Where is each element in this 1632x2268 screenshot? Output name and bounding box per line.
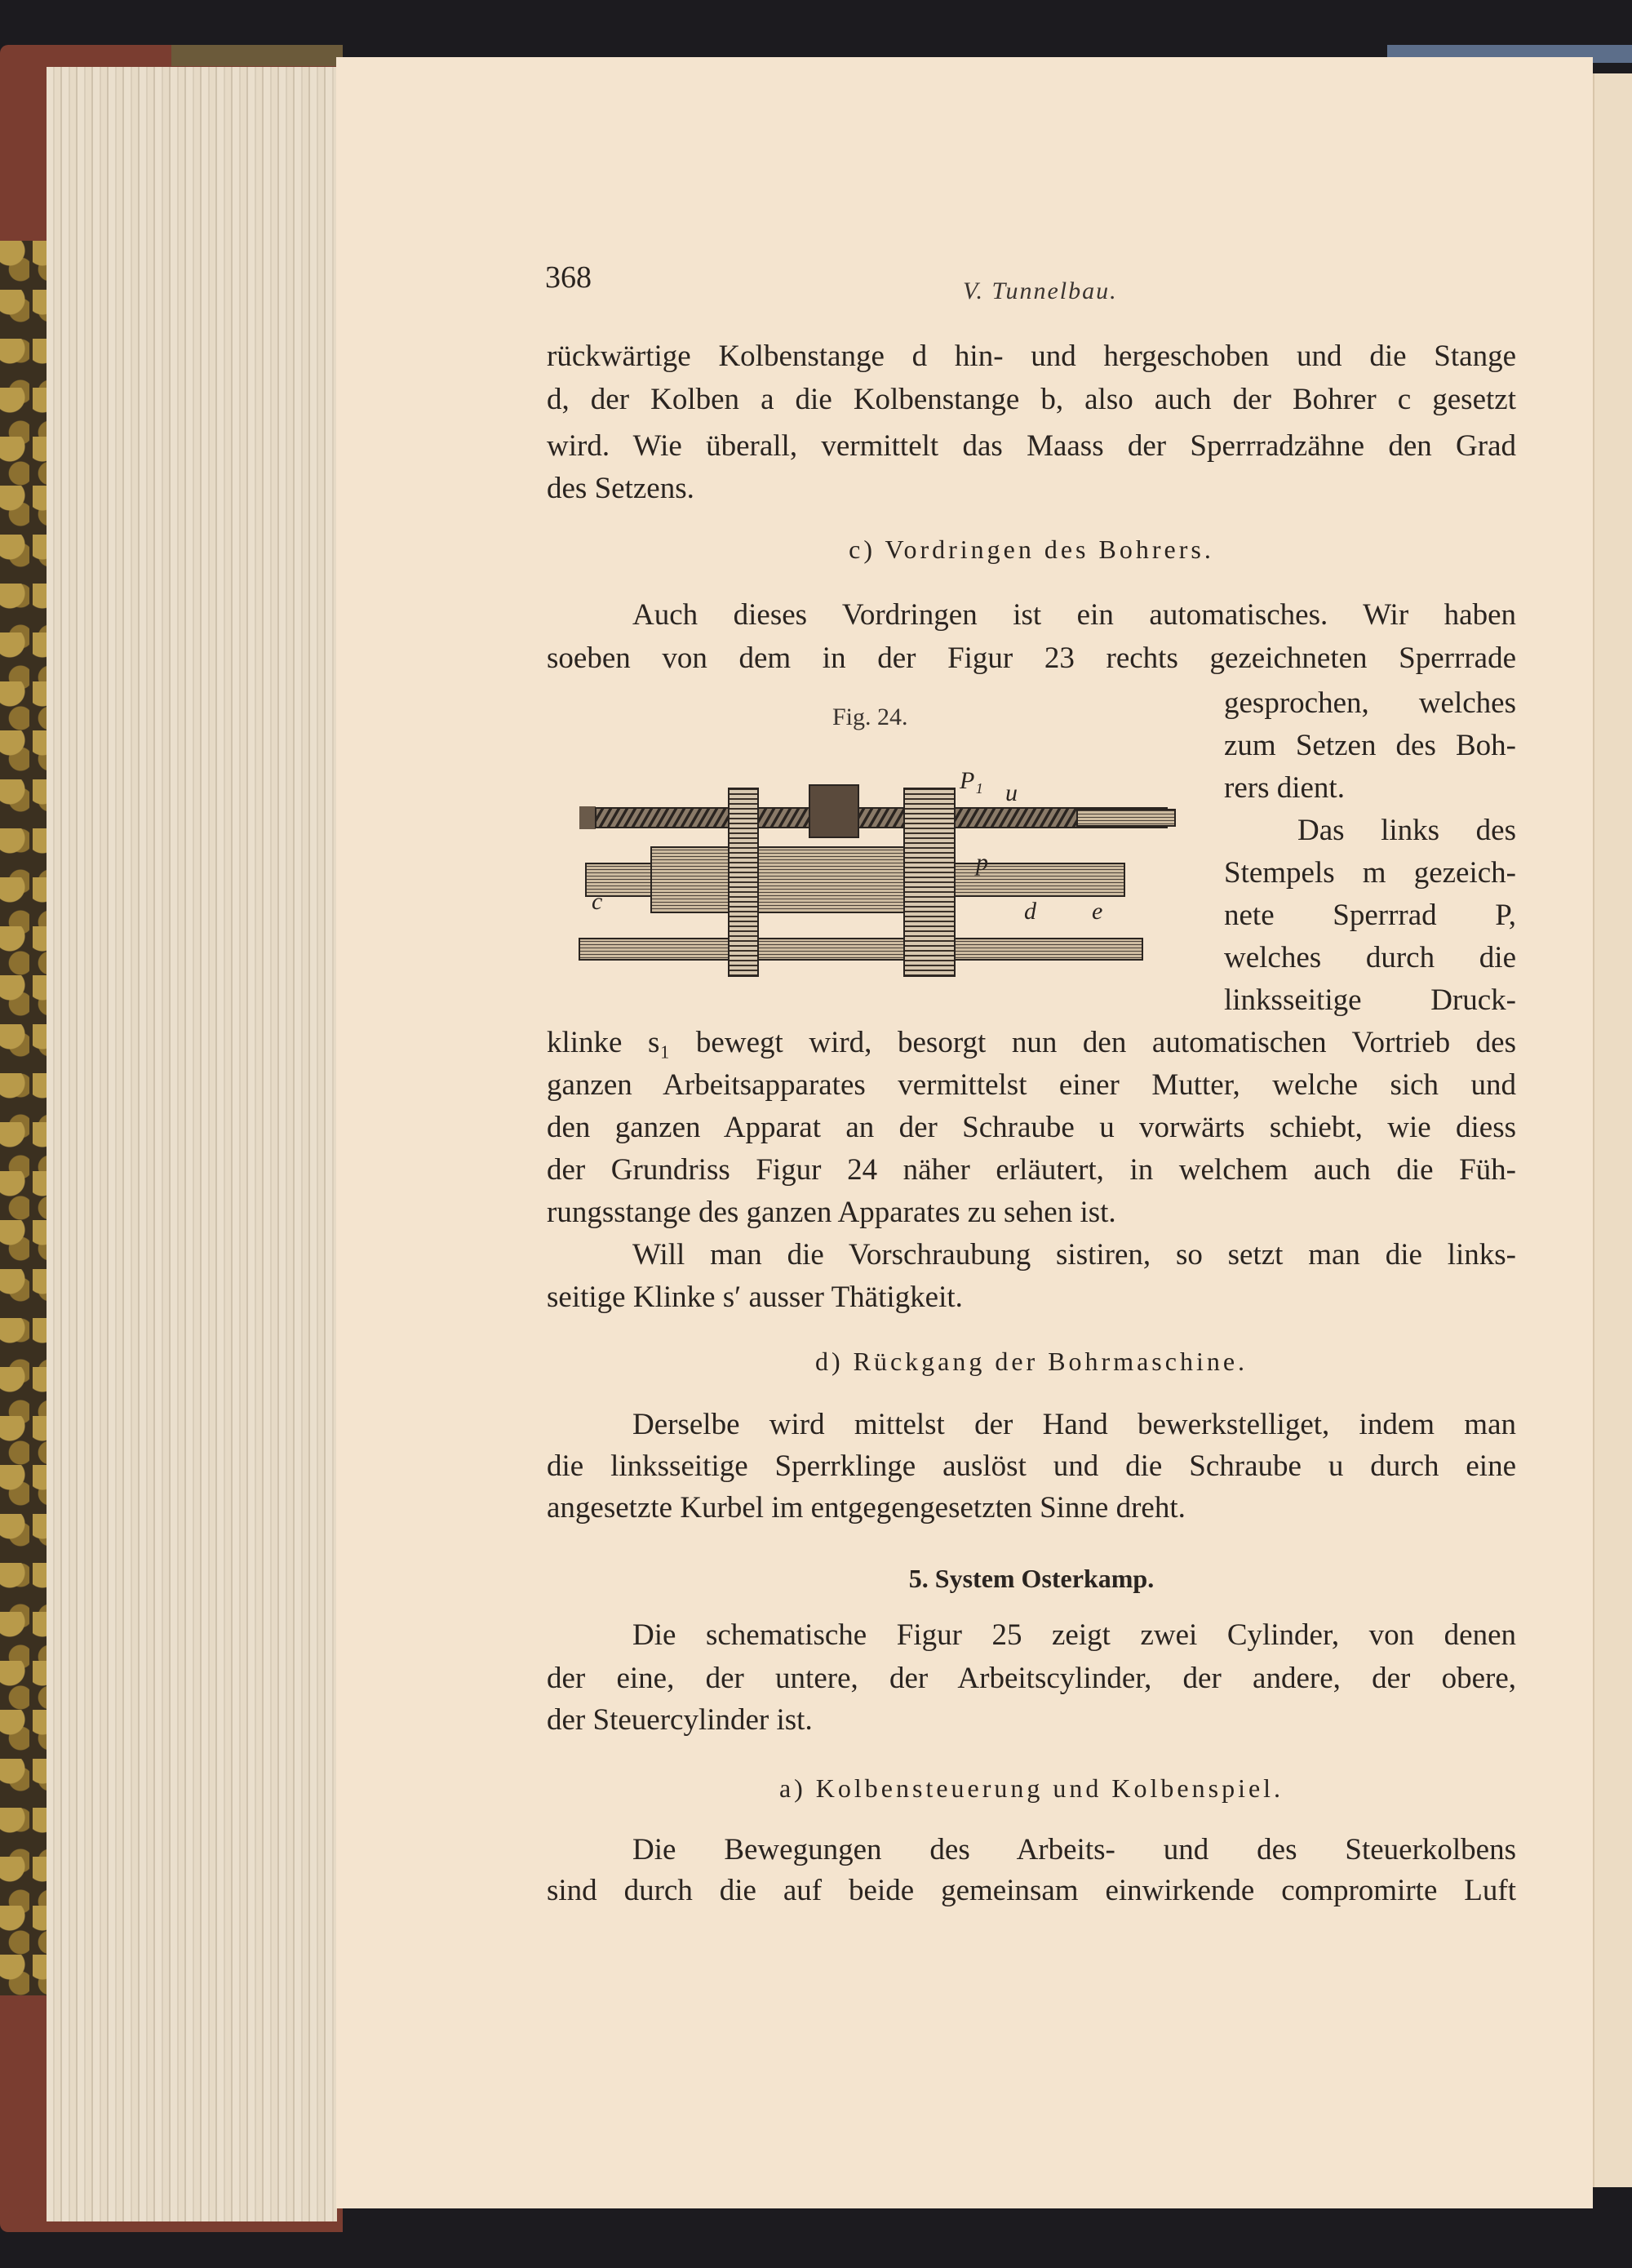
text-line: Will man die Vorschraubung sistiren, so setzt man die links- (632, 1238, 1516, 1272)
text-line: der Steuercylinder ist. (547, 1703, 813, 1737)
text-line: Stempels m gezeich- (1224, 856, 1516, 890)
guide-rod (579, 939, 1142, 960)
figure-label-e: e (1092, 898, 1103, 925)
text-line: welches durch die (1224, 941, 1516, 974)
marbled-edge (171, 45, 343, 66)
text-line: Die schematische Figur 25 zeigt zwei Cylinder, von denen (632, 1618, 1516, 1652)
text-line: Die Bewegungen des Arbeits- und des Steuerkolbens (632, 1833, 1516, 1866)
text-line: angesetzte Kurbel im entgegengesetzten Sinne dreht. (547, 1491, 1186, 1525)
ratchet-wheel (904, 788, 955, 976)
text-line: rungsstange des ganzen Apparates zu sehen ist. (547, 1196, 1116, 1229)
text-line: Derselbe wird mittelst der Hand bewerkstelliget, indem man (632, 1408, 1516, 1441)
text-line: Auch dieses Vordringen ist ein automatisches. Wir haben (632, 598, 1516, 632)
text-line: die linksseitige Sperrklinge auslöst und die Schraube u durch eine (547, 1449, 1516, 1483)
text-line: gesprochen, welches (1224, 686, 1516, 720)
figure-label-d: d (1024, 898, 1036, 925)
text-line: rückwärtige Kolbenstange d hin- und hergeschoben und die Stange (547, 340, 1516, 373)
text-line: d, der Kolben a die Kolbenstange b, also auch der Bohrer c gesetzt (547, 383, 1516, 416)
text-line: linksseitige Druck- (1224, 983, 1516, 1017)
text-line: der eine, der untere, der Arbeitscylinder, der andere, der obere, (547, 1662, 1516, 1695)
figure-24-drill-mechanism (571, 775, 1191, 979)
page-stack-fore-edge (47, 67, 337, 2221)
section-heading-5: 5. System Osterkamp. (908, 1564, 1155, 1593)
text-line: der Grundriss Figur 24 näher erläutert, in welchem auch die Füh- (547, 1153, 1516, 1187)
text-line: zum Setzen des Boh- (1224, 729, 1516, 762)
figure-label-p: p (976, 849, 988, 876)
page-number: 368 (545, 260, 592, 295)
text-line: soeben von dem in der Figur 23 rechts gezeichneten Sperrrade (547, 641, 1516, 675)
text-line: sind durch die auf beide gemeinsam einwirkende compromirte Luft (547, 1874, 1516, 1907)
marbled-endpaper (0, 241, 47, 1995)
text-line: Das links des (1297, 814, 1516, 847)
running-head: V. Tunnelbau. (963, 277, 1118, 304)
figure-label-c: c (592, 888, 603, 915)
text-line: des Setzens. (547, 472, 694, 505)
text-line: seitige Klinke s′ ausser Thätigkeit. (547, 1280, 963, 1314)
adjacent-page-edge (1593, 73, 1632, 2187)
drill-cylinder (586, 847, 1124, 912)
section-heading-c: c) Vordringen des Bohrers. (849, 535, 1214, 564)
gear-left (729, 788, 758, 976)
text-line: ganzen Arbeitsapparates vermittelst einer Mutter, welche sich und (547, 1068, 1516, 1102)
text-line: rers dient. (1224, 771, 1345, 805)
figure-label-u: u (1005, 779, 1018, 806)
text-line: wird. Wie überall, vermittelt das Maass der Sperrradzähne den Grad (547, 429, 1516, 463)
section-heading-a: a) Kolbensteuerung und Kolbenspiel. (778, 1773, 1284, 1803)
lead-screw-u (579, 806, 1175, 829)
section-heading-d: d) Rückgang der Bohrmaschine. (814, 1347, 1248, 1376)
figure-label-p1: P₁ (960, 767, 983, 794)
nut-block (809, 785, 858, 837)
figure-caption: Fig. 24. (832, 703, 908, 730)
text-line: nete Sperrrad P, (1224, 899, 1516, 932)
text-line: den ganzen Apparat an der Schraube u vorwärts schiebt, wie diess (547, 1111, 1516, 1144)
text-line: klinke s₁ bewegt wird, besorgt nun den automatischen Vortrieb des (547, 1026, 1516, 1059)
